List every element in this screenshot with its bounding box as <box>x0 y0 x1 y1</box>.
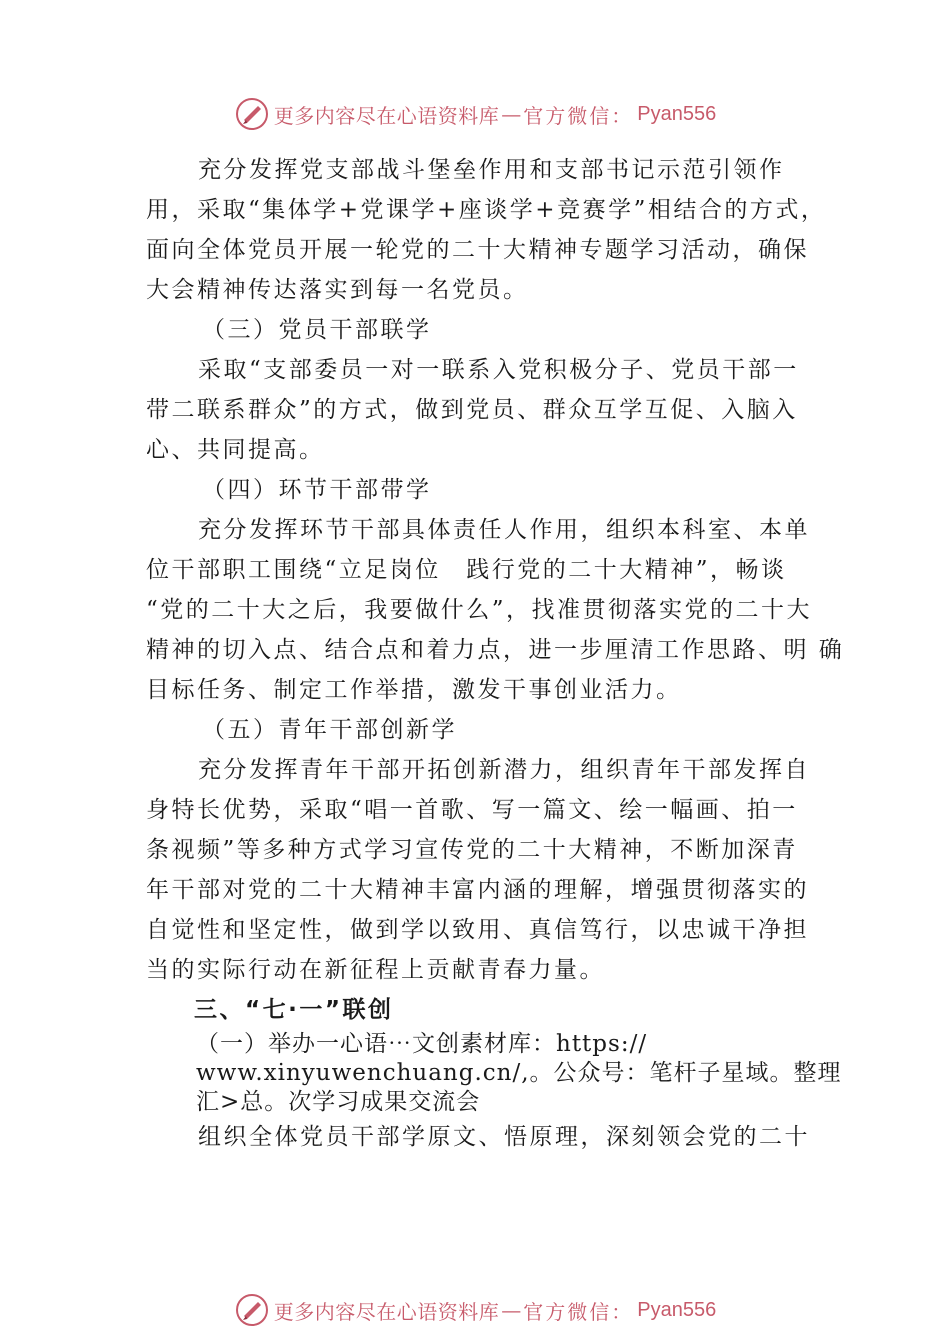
body-text-line: 自觉性和坚定性，做到学以致用、真信笃行，以忠诚干净担 <box>146 917 809 943</box>
body-text-line: 大会精神传达落实到每一名党员。 <box>146 277 529 303</box>
body-text-line: 条视频”等多种方式学习宣传党的二十大精神，不断加深青 <box>146 837 798 863</box>
header-watermark-banner <box>0 94 950 134</box>
body-text-line: 目标任务、制定工作举措，激发干事创业活力。 <box>146 677 682 703</box>
subsection-heading: （四）环节干部带学 <box>202 477 432 503</box>
footer-watermark-banner <box>0 1290 950 1330</box>
subsection-heading: （三）党员干部联学 <box>202 317 432 343</box>
banner-text: 更多内容尽在心语资料库 <box>273 103 500 128</box>
banner-text: 更多内容尽在心语资料库 <box>273 1299 500 1324</box>
body-text-line: 充分发挥环节干部具体责任人作用，组织本科室、本单 <box>198 517 810 543</box>
body-text-line: 年干部对党的二十大精神丰富内涵的理解，增强贯彻落实的 <box>146 877 809 903</box>
body-text-line: 采取“支部委员一对一联系入党积极分子、党员干部一 <box>198 357 799 383</box>
watermark-text-line: www.xinyuwenchuang.cn/,。公众号：笔杆子星域。整理 <box>196 1060 842 1086</box>
body-text-line: “党的二十大之后，我要做什么”，找准贯彻落实党的二十大 <box>146 597 813 623</box>
body-text-line: 心、共同提高。 <box>146 437 325 463</box>
banner-wechat-id: Pyan556 <box>637 102 717 125</box>
brand-logo-icon <box>234 1292 270 1328</box>
document-body <box>146 150 845 1157</box>
subsection-heading: （五）青年干部创新学 <box>202 717 457 743</box>
body-text-line: 带二联系群众”的方式，做到党员、群众互学互促、入脑入 <box>146 397 798 423</box>
banner-wechat-label: 官方微信： <box>523 103 634 128</box>
body-text-line: 用，采取“集体学+党课学+座谈学+竞赛学”相结合的方式， <box>146 197 827 223</box>
body-text-line: 组织全体党员干部学原文、悟原理，深刻领会党的二十 <box>198 1124 810 1150</box>
body-text-line: 精神的切入点、结合点和着力点，进一步厘清工作思路、明 确 <box>146 637 845 663</box>
body-text-line: 面向全体党员开展一轮党的二十大精神专题学习活动，确保 <box>146 237 809 263</box>
watermark-text-line: 汇>总。次学习成果交流会 <box>196 1089 481 1115</box>
body-text-line: 身特长优势，采取“唱一首歌、写一篇文、绘一幅画、拍一 <box>146 797 798 823</box>
section-heading: 三、“七·一”联创 <box>194 997 394 1023</box>
banner-separator: — <box>501 1298 522 1322</box>
body-text-line: 充分发挥党支部战斗堡垒作用和支部书记示范引领作 <box>198 157 785 183</box>
body-text-line: 充分发挥青年干部开拓创新潜力，组织青年干部发挥自 <box>198 757 810 783</box>
body-text-line: 位干部职工围绕“立足岗位 践行党的二十大精神”，畅谈 <box>146 557 787 583</box>
body-text-line: 当的实际行动在新征程上贡献青春力量。 <box>146 957 605 983</box>
brand-logo-icon <box>234 96 270 132</box>
banner-wechat-id: Pyan556 <box>637 1298 717 1321</box>
watermark-text-line: （一）举办一心语⋯文创素材库：https:// <box>196 1031 648 1057</box>
banner-wechat-label: 官方微信： <box>523 1299 634 1324</box>
banner-separator: — <box>501 102 522 126</box>
